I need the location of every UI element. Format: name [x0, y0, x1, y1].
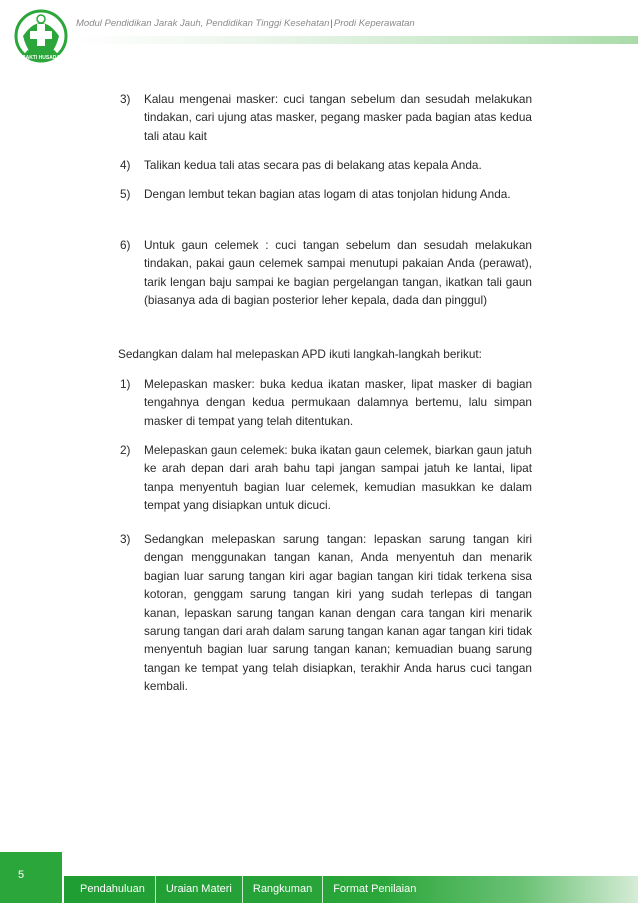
list-item-number: 5) [120, 187, 131, 201]
nav-pendahuluan[interactable]: Pendahuluan [64, 876, 156, 903]
list-item-number: 3) [120, 92, 131, 106]
list-item-number: 6) [120, 238, 131, 252]
list-item [120, 185, 532, 203]
list-item-number: 2) [120, 443, 131, 457]
list-item [120, 530, 532, 696]
list-item-text: Melepaskan gaun celemek: buka ikatan gaun celemek, biarkan gaun jatuh ke arah depan dari arah bahu tapi jangan sampai jatuh ke lantai, lipat tanpa menyentuh bagian luar celemek, kemudian masukkan ke dalam tempat yang disiapkan untuk dicuci. [144, 443, 532, 513]
nav-uraian-materi[interactable]: Uraian Materi [156, 876, 243, 903]
header-bar [71, 36, 638, 44]
list-item-text: Melepaskan masker: buka kedua ikatan masker, lipat masker di bagian tengahnya dengan kedua permukaan dalamnya bertemu, lalu simpan masker di tempat yang telah ditentukan. [144, 377, 532, 428]
list-item [120, 236, 532, 310]
list-item-number: 1) [120, 377, 131, 391]
list-item-number: 3) [120, 532, 131, 546]
header-title-program: Prodi Keperawatan [333, 18, 415, 29]
list-item [120, 90, 532, 145]
list-item [120, 156, 532, 174]
section-paragraph: Sedangkan dalam hal melepaskan APD ikuti langkah-langkah berikut: [118, 347, 482, 361]
list-item-text: Dengan lembut tekan bagian atas logam di atas tonjolan hidung Anda. [144, 187, 511, 201]
nav-rangkuman[interactable]: Rangkuman [243, 876, 323, 903]
logo-caption: BAKTI HUSADA [21, 55, 61, 61]
header-title [76, 18, 415, 29]
list-item-text: Kalau mengenai masker: cuci tangan sebelum dan sesudah melakukan tindakan, cari ujung atas masker, pegang masker pada bagian atas kedua tali atau kait [144, 92, 532, 143]
page-number: 5 [18, 869, 25, 881]
nav-format-penilaian[interactable]: Format Penilaian [333, 883, 417, 895]
header-title-module: Modul Pendidikan Jarak Jauh, Pendidikan Tinggi Kesehatan [76, 18, 330, 29]
list-item-text: Sedangkan melepaskan sarung tangan: lepaskan sarung tangan kiri dengan menggunakan tangan kanan, Anda menyentuh dan menarik bagian luar sarung tangan kiri agar bagian tangan kiri tidak terkena sisa kotoran, genggam sarung tangan kiri yang sudah terlepas di tangan kanan, lepaskan sarung tangan kanan dengan cara tangan kiri menarik sarung tangan dari arah dalam sarung tangan kanan agar tangan kiri tidak menyentuh bagian luar sarung tangan kanan; kemuadian buang sarung tangan ke tempat yang telah disiapkan, terakhir Anda harus cuci tangan kembali. [144, 532, 532, 694]
header-separator: | [330, 18, 333, 29]
list-item-text: Untuk gaun celemek : cuci tangan sebelum dan sesudah melakukan tindakan, pakai gaun celemek sampai menutupi pakaian Anda (perawat), tarik lengan baju sampai ke bagian pergelangan tangan, ikatkan tali gaun (biasanya ada di bagian posterior leher kepala, dada dan pinggul) [144, 238, 532, 308]
list-item-text: Talikan kedua tali atas secara pas di belakang atas kepala Anda. [144, 158, 482, 172]
list-item [120, 375, 532, 430]
page-number-box [0, 852, 62, 903]
list-item [120, 441, 532, 515]
footer-nav [64, 876, 426, 903]
bakti-husada-logo [14, 6, 68, 74]
list-item-number: 4) [120, 158, 131, 172]
